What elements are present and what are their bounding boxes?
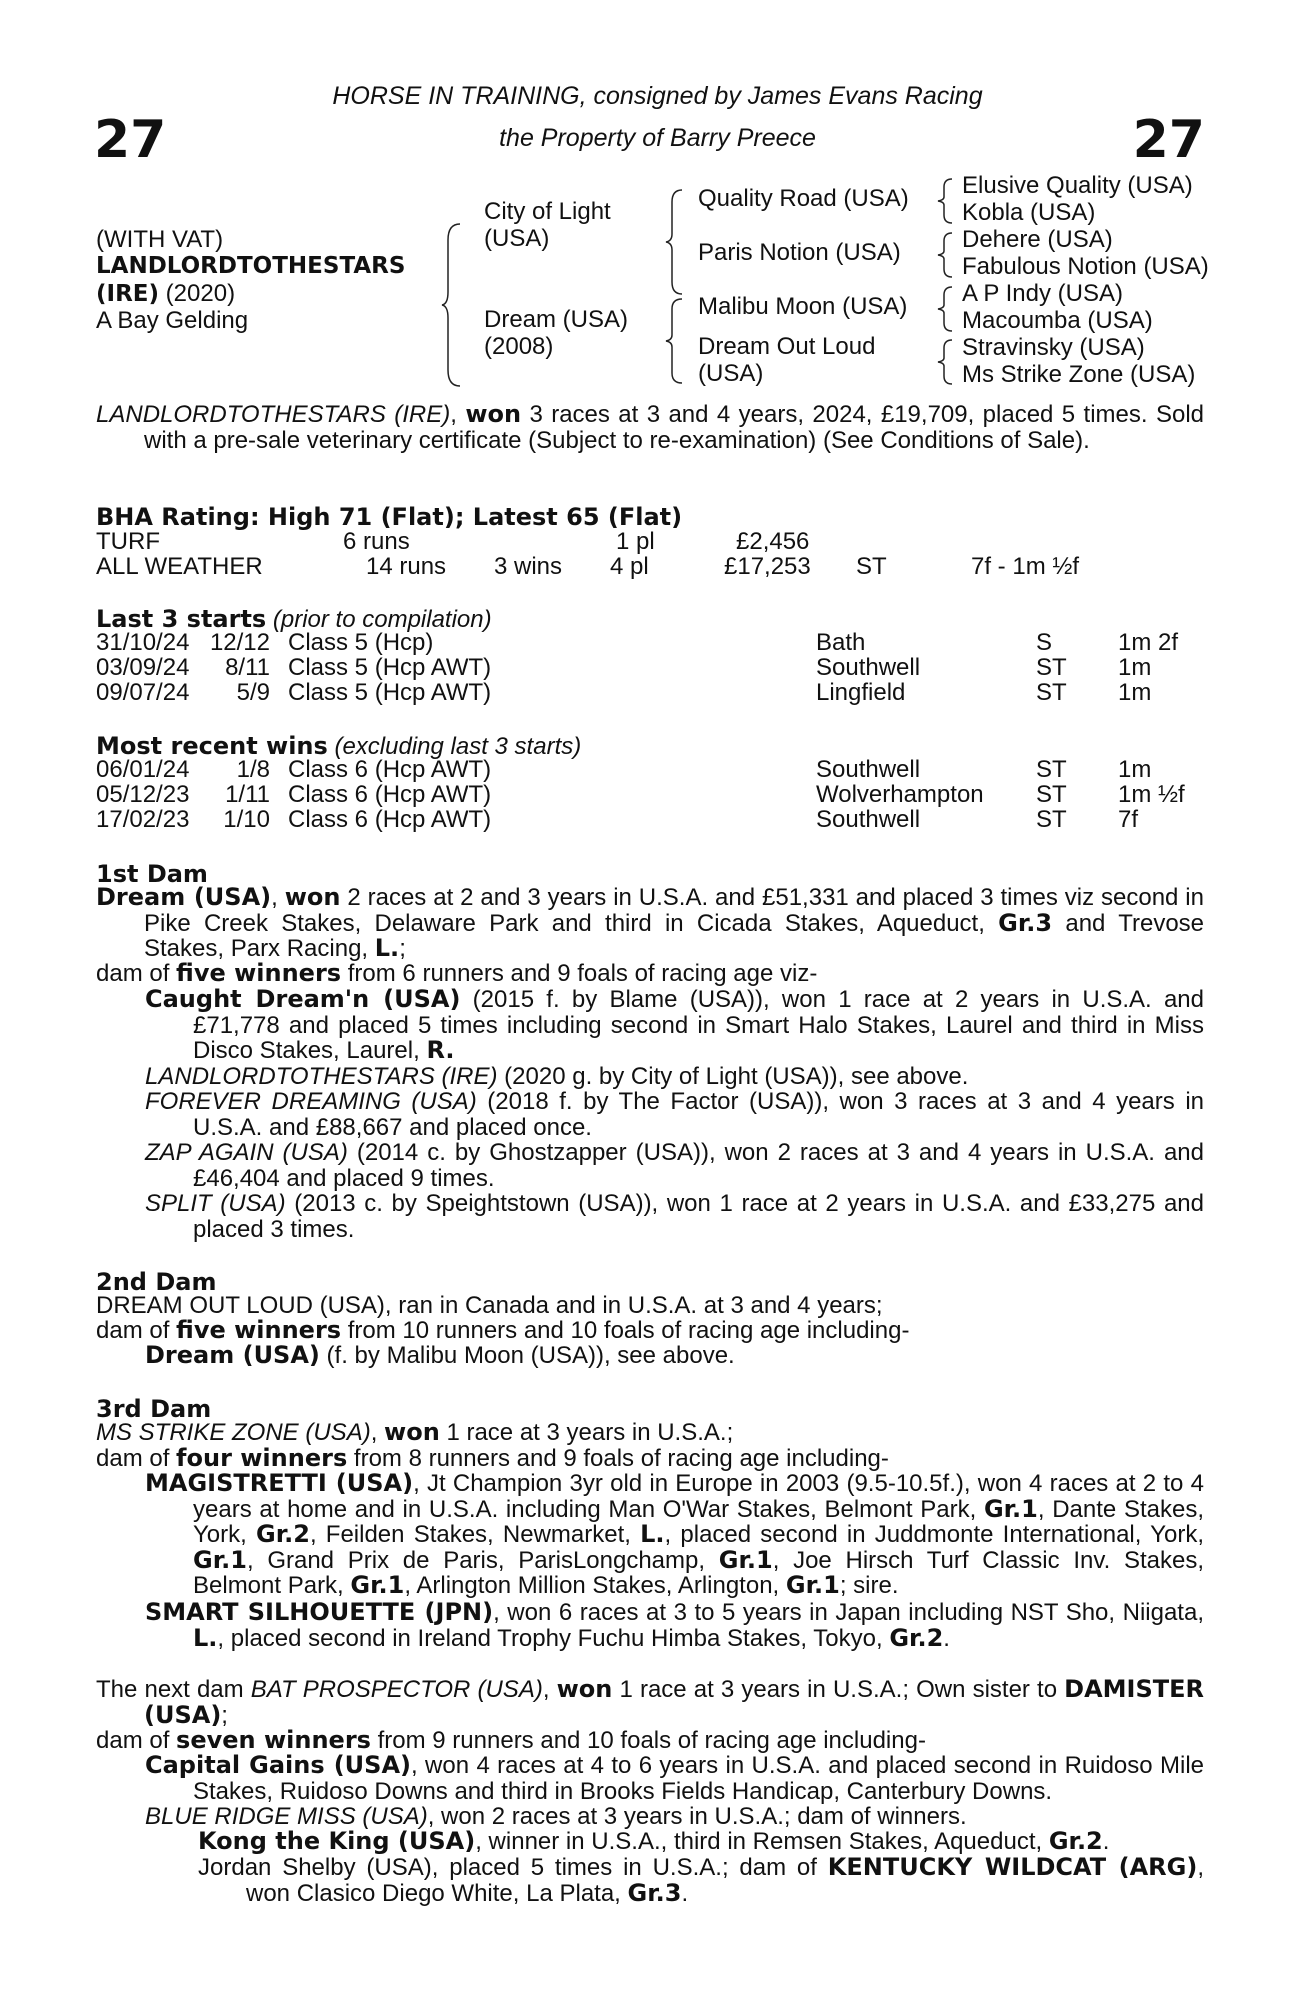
pedigree-ggp-6: Macoumba (USA) [962, 307, 1153, 334]
next-dam-record: The next dam BAT PROSPECTOR (USA), won 1 race at 3 years in U.S.A.; Own sister to DAMISTER (USA); [96, 1675, 1204, 1729]
race-summary: LANDLORDTOTHESTARS (IRE), won 3 races at 3 and 4 years, 2024, £19,709, placed 5 times. Sold with a pre-sale veterinary certificate (Subject to re-examination) (See Conditions of Sale). [96, 400, 1205, 454]
dam1-progeny-5: SPLIT (USA) (2013 c. by Speightstown (USA)), won 1 race at 2 years in U.S.A. and £33,275 and placed 3 times. [145, 1190, 1205, 1243]
pedigree-brace-dam [664, 295, 694, 387]
next-dam-progeny-blue-ridge-miss: BLUE RIDGE MISS (USA), won 2 races at 3 years in U.S.A.; dam of winners. [145, 1803, 967, 1830]
header-property: the Property of Barry Preece [499, 124, 816, 152]
next-dam-dam-of: dam of seven winners from 9 runners and 10 foals of racing age including- [96, 1726, 926, 1754]
lot-number-left: 27 [94, 110, 167, 170]
rating-row-turf: TURF 6 runs 1 pl £2,456 [96, 528, 810, 555]
horse-description: A Bay Gelding [96, 307, 249, 334]
pedigree-dam: Dream (USA) (2008) [484, 306, 629, 360]
dam3-dam-of: dam of four winners from 8 runners and 9 foals of racing age including- [96, 1444, 889, 1472]
recent-win-row: 17/02/23 1/10 Class 6 (Hcp AWT) Southwell ST 7f [96, 806, 1139, 833]
recent-win-row: 05/12/23 1/11 Class 6 (Hcp AWT) Wolverhampton ST 1m ½f [96, 781, 1185, 808]
dam3-heading: 3rd Dam [96, 1395, 212, 1423]
recent-win-row: 06/01/24 1/8 Class 6 (Hcp AWT) Southwell ST 1m [96, 756, 1152, 783]
pedigree-sire-dam: Paris Notion (USA) [698, 239, 901, 266]
pedigree-dam-sire: Malibu Moon (USA) [698, 293, 908, 320]
last-start-row: 09/07/24 5/9 Class 5 (Hcp AWT) Lingfield ST 1m [96, 679, 1152, 706]
pedigree-ggp-3: Dehere (USA) [962, 226, 1113, 253]
horse-name: LANDLORDTOTHESTARS [96, 253, 406, 279]
dam2-record: DREAM OUT LOUD (USA), ran in Canada and in U.S.A. at 3 and 4 years; [96, 1292, 883, 1319]
pedigree-sire-sire: Quality Road (USA) [698, 185, 909, 212]
dam3-record: MS STRIKE ZONE (USA), won 1 race at 3 years in U.S.A.; [96, 1418, 734, 1446]
last-start-row: 31/10/24 12/12 Class 5 (Hcp) Bath S 1m 2f [96, 629, 1179, 656]
dam1-progeny-4: ZAP AGAIN (USA) (2014 c. by Ghostzapper (USA)), won 2 races at 3 and 4 years in U.S.A. and £46,404 and placed 9 times. [145, 1139, 1205, 1192]
pedigree-brace-main [440, 220, 480, 390]
pedigree-brace-mm [936, 283, 962, 335]
pedigree-ggp-2: Kobla (USA) [962, 199, 1096, 226]
header-consignor: HORSE IN TRAINING, consigned by James Evans Racing [332, 82, 983, 110]
lot-number-right: 27 [1132, 110, 1205, 170]
next-dam-progeny-capital-gains: Capital Gains (USA), won 4 races at 4 to 6 years in U.S.A. and placed second in Ruidoso Mile Stakes, Ruidoso Downs and third in Brooks Fields Handicap, Canterbury Downs. [145, 1751, 1204, 1805]
vat-label: (WITH VAT) [96, 226, 224, 253]
pedigree-sire: City of Light (USA) [484, 198, 611, 252]
dam1-progeny-1: Caught Dream'n (USA) (2015 f. by Blame (USA)), won 1 race at 2 years in U.S.A. and £71,778 and placed 5 times including second in Smart Halo Stakes, Laurel and third in Miss Disco Stakes, Laurel, R. [145, 985, 1204, 1064]
recent-wins-heading: Most recent wins (excluding last 3 starts) [96, 732, 582, 760]
pedigree-brace-sire [664, 186, 694, 298]
pedigree-brace-pn [936, 229, 962, 281]
pedigree-dam-dam: Dream Out Loud (USA) [698, 333, 876, 387]
pedigree-ggp-5: A P Indy (USA) [962, 280, 1123, 307]
next-dam-grandprogeny-kong: Kong the King (USA), winner in U.S.A., third in Remsen Stakes, Aqueduct, Gr.2. [198, 1827, 1110, 1855]
bha-rating: BHA Rating: High 71 (Flat); Latest 65 (Flat) [96, 503, 683, 531]
pedigree-ggp-8: Ms Strike Zone (USA) [962, 361, 1196, 388]
next-dam-grandprogeny-jordan: Jordan Shelby (USA), placed 5 times in U.S.A.; dam of KENTUCKY WILDCAT (ARG), won Clasico Diego White, La Plata, Gr.3. [198, 1853, 1204, 1907]
dam1-heading: 1st Dam [96, 860, 208, 888]
pedigree-brace-qr [936, 175, 962, 227]
pedigree-ggp-4: Fabulous Notion (USA) [962, 253, 1209, 280]
last-start-row: 03/09/24 8/11 Class 5 (Hcp AWT) Southwell ST 1m [96, 654, 1152, 681]
dam1-progeny-2: LANDLORDTOTHESTARS (IRE) (2020 g. by City of Light (USA)), see above. [145, 1063, 969, 1090]
dam2-heading: 2nd Dam [96, 1268, 217, 1296]
pedigree-ggp-1: Elusive Quality (USA) [962, 172, 1193, 199]
last-starts-heading: Last 3 starts (prior to compilation) [96, 605, 492, 633]
pedigree-ggp-7: Stravinsky (USA) [962, 334, 1145, 361]
dam2-progeny-1: Dream (USA) (f. by Malibu Moon (USA)), see above. [145, 1341, 735, 1369]
horse-name-suffix: (IRE) (2020) [96, 280, 236, 307]
dam1-dam-of: dam of five winners from 6 runners and 9 foals of racing age viz- [96, 959, 818, 987]
rating-row-aw: ALL WEATHER 14 runs 3 wins 4 pl £17,253 ST 7f - 1m ½f [96, 553, 1080, 580]
dam3-progeny-magistretti: MAGISTRETTI (USA), Jt Champion 3yr old in Europe in 2003 (9.5-10.5f.), won 4 races at 2 to 4 years at home and in U.S.A. including Man O'War Stakes, Belmont Park, Gr.1, Dante Stakes, York, Gr.2, Feilden Stakes, Newmarket, L., placed second in Juddmonte International, York, Gr.1, Grand Prix de Paris, ParisLongchamp, Gr.1, Joe Hirsch Turf Classic Inv. Stakes, Belmont Park, Gr.1, Arlington Million Stakes, Arlington, Gr.1; sire. [145, 1469, 1204, 1599]
dam2-dam-of: dam of five winners from 10 runners and 10 foals of racing age including- [96, 1316, 910, 1344]
pedigree-brace-dol [936, 336, 962, 388]
dam3-progeny-smart-silhouette: SMART SILHOUETTE (JPN), won 6 races at 3 to 5 years in Japan including NST Sho, Niigata, L., placed second in Ireland Trophy Fuchu Himba Stakes, Tokyo, Gr.2. [145, 1598, 1204, 1652]
dam1-progeny-3: FOREVER DREAMING (USA) (2018 f. by The Factor (USA)), won 3 races at 3 and 4 years in U.S.A. and £88,667 and placed once. [145, 1088, 1204, 1141]
dam1-record: Dream (USA), won 2 races at 2 and 3 years in U.S.A. and £51,331 and placed 3 times viz second in Pike Creek Stakes, Delaware Park and third in Cicada Stakes, Aqueduct, Gr.3 and Trevose Stakes, Parx Racing, L.; [96, 883, 1205, 962]
